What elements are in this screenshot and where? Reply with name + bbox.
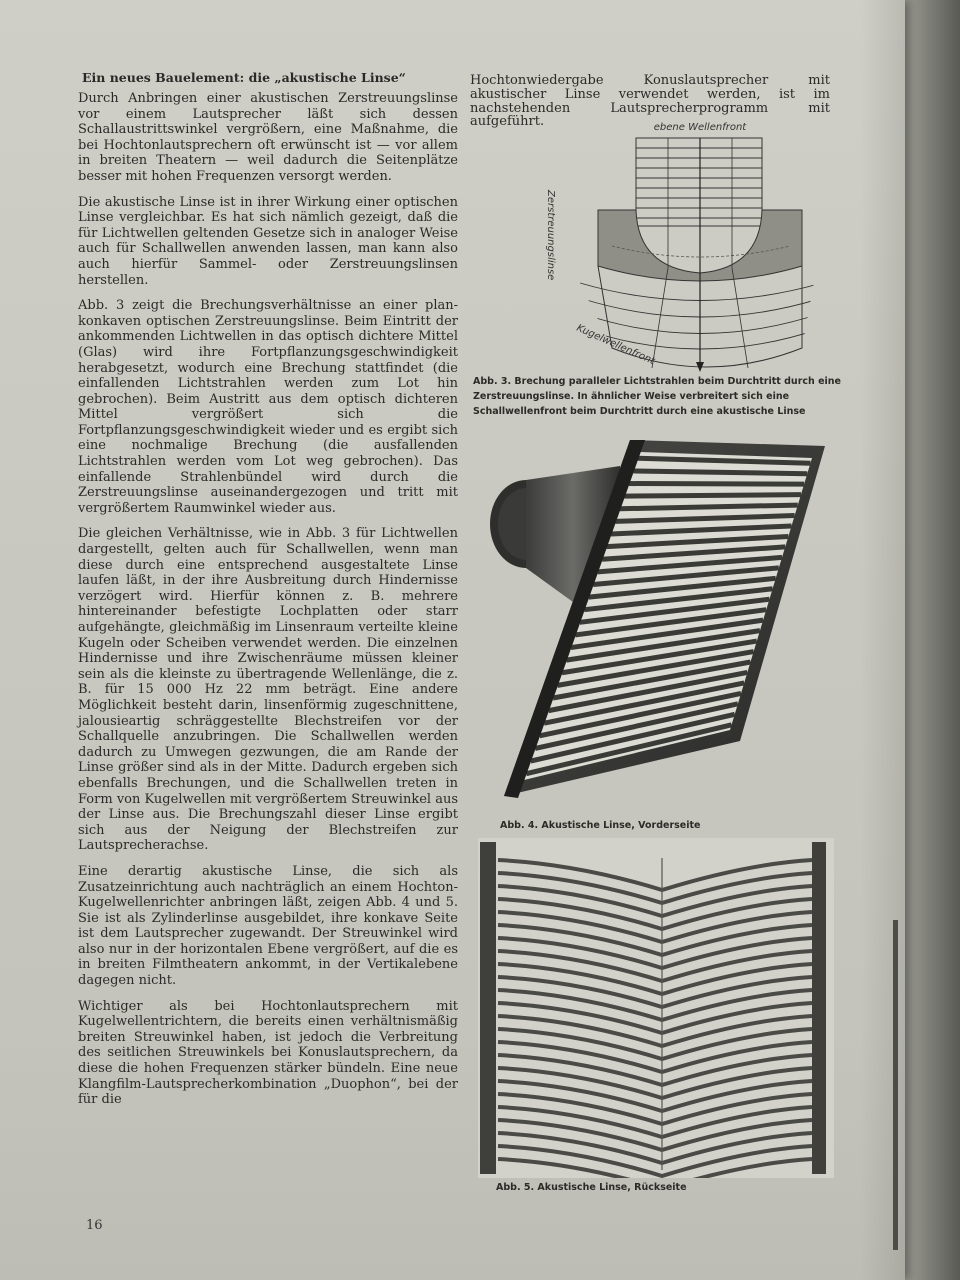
louvre-strip	[633, 471, 807, 474]
page-number: 16	[86, 1218, 103, 1233]
plane-wavefront-lines	[636, 148, 762, 218]
article-paragraph-6: Wichtiger als bei Hochtonlautsprechern mit Kugelwellentrichtern, die bereits einen verhältnismäßig breiten Streuwinkel haben, ist jedoch die Verbreitung des seitlichen Streuwinkels bei Konuslautsprechern, da diese die hohen Frequenzen stärker bündeln. Eine neue Klangfilm-Lautsprecherkombination „Duophon“, bei der für die	[78, 998, 458, 1108]
label-ebene-wellenfront: ebene Wellenfront	[653, 122, 747, 133]
article-left-column	[78, 70, 458, 1118]
label-zerstreuungslinse: Zerstreuungslinse	[545, 190, 556, 281]
figure-5-caption: Abb. 5. Akustische Linse, Rückseite	[496, 1182, 687, 1193]
binding-edge	[893, 920, 898, 1250]
figure-5-photo	[478, 838, 834, 1178]
article-continuation: Hochtonwiedergabe Konuslautsprecher mit akustischer Linse verwendet werden, ist im nachstehenden Lautsprecherprogramm mit aufgeführt.	[470, 73, 830, 130]
article-paragraph-3: Abb. 3 zeigt die Brechungsverhältnisse an einer plan-konkaven optischen Zerstreuungslinse. Beim Eintritt der ankommenden Lichtwellen in das optisch dichtere Mittel (Glas) wird ihre Fortpflanzungsgeschwindigkeit herabgesetzt, wodurch eine Brechung stattfindet (die einfallenden Lichtstrahlen werden zum Lot hin gebrochen). Beim Austritt aus dem optisch dichteren Mittel vergrößert sich die Fortpflanzungsgeschwindigkeit wieder und es ergibt sich eine nochmalige Brechung (die ausfallenden Lichtstrahlen werden vom Lot weg gebrochen). Das einfallende Strahlenbündel wird durch die Zerstreuungslinse auseinandergezogen und tritt mit vergrößertem Raumwinkel wieder aus.	[78, 298, 458, 516]
article-paragraph-4: Die gleichen Verhältnisse, wie in Abb. 3 für Lichtwellen dargestellt, gelten auch für Schallwellen, wenn man diese durch eine entsprechend ausgestaltete Linse laufen läßt, in der ihre Ausbreitung durch Hindernisse verzögert wird. Hierfür können z. B. mehrere hintereinander befestigte Lochplatten oder starr aufgehängte, gleichmäßig im Linsenraum verteilte kleine Kugeln oder Scheiben verwendet werden. Die einzelnen Hindernisse und ihre Zwischenräume müssen kleiner sein als die kleinste zu übertragende Wellenlänge, die z. B. für 15 000 Hz 22 mm beträgt. Eine andere Möglichkeit besteht darin, linsenförmig zugeschnittene, jalousieartig schräggestellte Blechstreifen vor der Schallquelle anzubringen. Die Schallwellen werden dadurch zu Umwegen gezwungen, die am Rande der Linse größer sind als in der Mitte. Dadurch ergeben sich ebenfalls Brechungen, und die Schallwellen treten in Form von Kugelwellen mit vergrößertem Streuwinkel aus der Linse aus. Die Brechungszahl dieser Linse ergibt sich aus der Neigung der Blechstreifen zur Lautsprecherachse.	[78, 526, 458, 854]
figure-4-photo	[480, 436, 840, 816]
article-paragraph-5: Eine derartig akustische Linse, die sich als Zusatzeinrichtung auch nachträglich an einem Hochton-Kugelwellenrichter anbringen läßt, zeigen Abb. 4 und 5. Sie ist als Zylinderlinse ausgebildet, ihre konkave Seite ist dem Lautsprecher zugewandt. Der Streuwinkel wird also nur in der horizontalen Ebene vergrößert, auf die es in breiten Filmtheatern ankommt, in der Vertikalebene dagegen nicht.	[78, 863, 458, 989]
figure-3-caption: Abb. 3. Brechung paralleler Lichtstrahlen beim Durchtritt durch eine Zerstreuungslinse. In ähnlicher Weise verbreitert sich eine Schallwellenfront beim Durchtritt durch eine akustische Linse	[473, 376, 841, 417]
louvre-strip	[629, 484, 804, 485]
article-paragraph-1: Durch Anbringen einer akustischen Zerstreuungslinse vor einem Lautsprecher läßt sich dessen Schallaustrittswinkel vergrößern, eine Maßnahme, die bei Hochtonlautsprechern oft erwünscht ist — vor allem in breiten Theatern — weil dadurch die Seitenplätze besser mit hohen Frequenzen versorgt werden.	[78, 91, 458, 184]
article-paragraph-2: Die akustische Linse ist in ihrer Wirkung einer optischen Linse vergleichbar. Es hat sich nämlich gezeigt, daß die für Lichtwellen geltenden Gesetze sich in analoger Weise auch für Schallwellen anwenden lassen, man kann also auch hierfür Sammel- oder Zerstreuungslinsen herstellen.	[78, 194, 458, 288]
louvre-strip	[624, 495, 801, 497]
article-heading: Ein neues Bauelement: die „akustische Linse“	[82, 70, 406, 85]
label-kugelwellenfront: Kugelwellenfront	[574, 322, 657, 368]
figure-4-caption: Abb. 4. Akustische Linse, Vorderseite	[500, 820, 701, 831]
figure-3-diagram	[540, 118, 840, 374]
page-fold-shadow	[860, 0, 905, 1280]
